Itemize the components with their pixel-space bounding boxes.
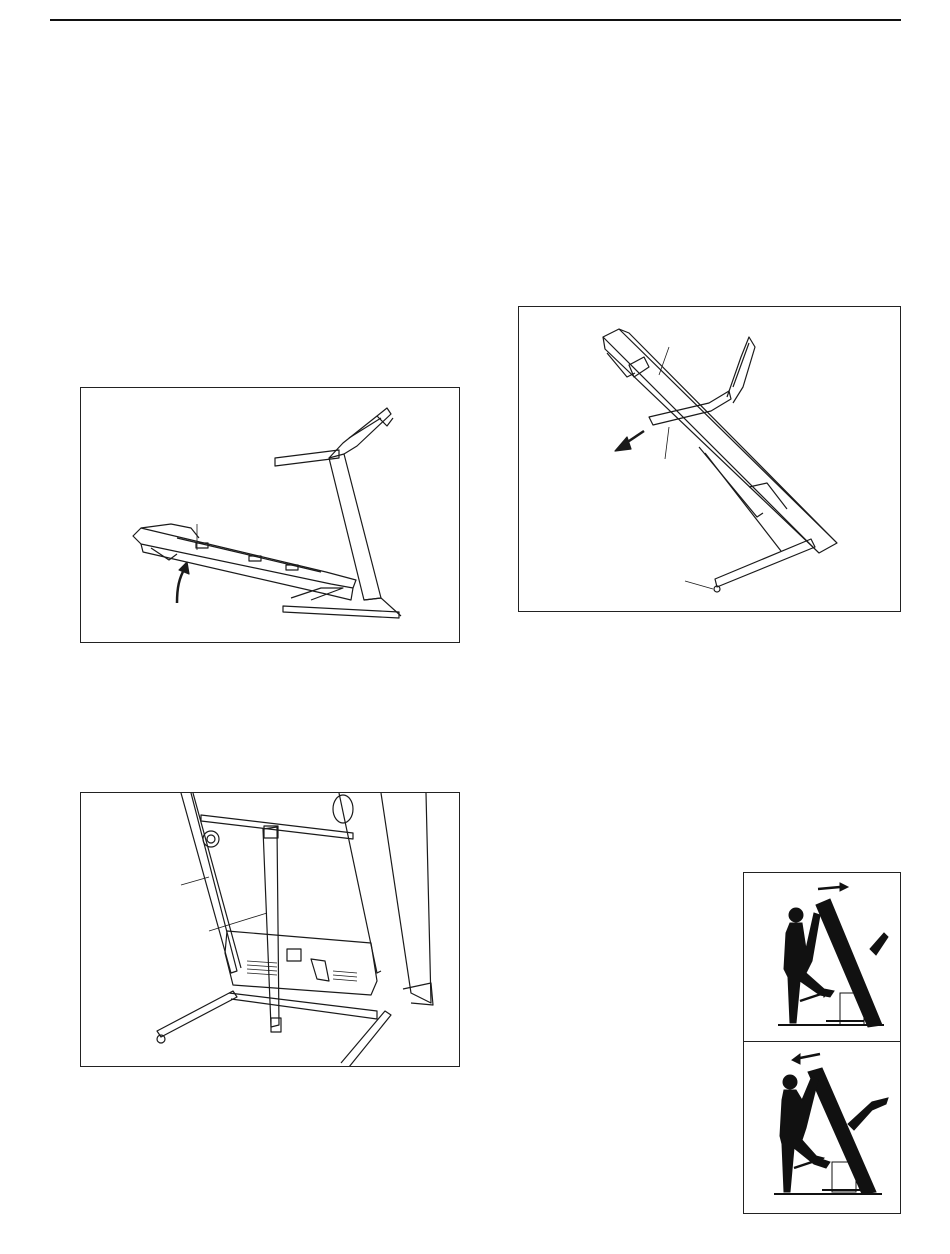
header-rule bbox=[50, 19, 901, 21]
person-lowering-treadmill-silhouette bbox=[744, 1042, 901, 1214]
figure-latch-release bbox=[518, 306, 901, 612]
treadmill-storage-rear-view-illustration bbox=[81, 793, 460, 1067]
figure-fold-up bbox=[743, 872, 901, 1042]
treadmill-lifting-frame-illustration bbox=[81, 388, 460, 643]
figure-storage-position bbox=[80, 792, 460, 1067]
figure-fold-down bbox=[743, 1041, 901, 1214]
person-folding-treadmill-up-silhouette bbox=[744, 873, 901, 1042]
treadmill-latch-release-illustration bbox=[519, 307, 901, 612]
figure-lift-frame bbox=[80, 387, 460, 643]
